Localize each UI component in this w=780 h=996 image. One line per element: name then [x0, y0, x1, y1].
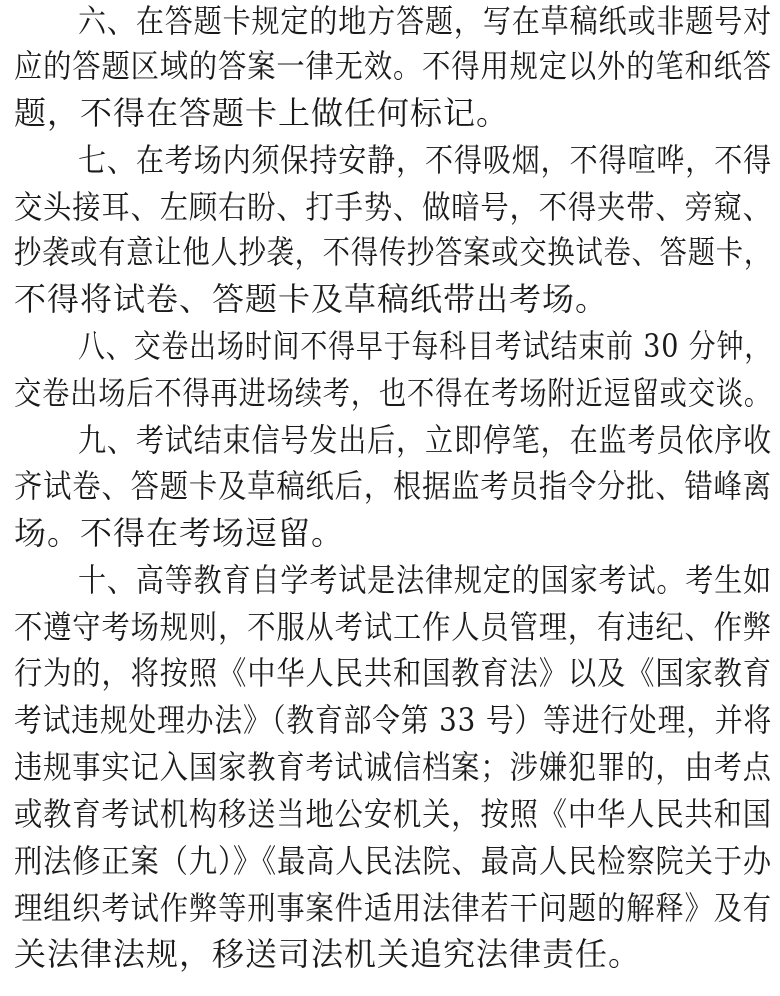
text-line: 理组织考试作弊等刑事案件适用法律若干问题的解释》及有 [14, 889, 772, 927]
text-line: 关法律法规，移送司法机关追究法律责任。 [14, 935, 642, 973]
text-line: 十、高等教育自学考试是法律规定的国家考试。考生如 [78, 561, 773, 599]
text-line: 齐试卷、答题卡及草稿纸后，根据监考员指令分批、错峰离 [14, 467, 772, 505]
text-line: 七、在考场内须保持安静，不得吸烟，不得喧哗，不得 [78, 141, 773, 179]
text-line: 题，不得在答题卡上做任何标记。 [14, 94, 510, 132]
text-line: 交头接耳、左顾右盼、打手势、做暗号，不得夹带、旁窥、 [14, 188, 772, 226]
text-line: 违规事实记入国家教育考试诚信档案；涉嫌犯罪的，由考点 [14, 748, 772, 786]
text-line: 或教育考试机构移送当地公安机关，按照《中华人民共和国 [14, 795, 772, 833]
text-line: 行为的，将按照《中华人民共和国教育法》以及《国家教育 [14, 654, 772, 692]
text-line: 不得将试卷、答题卡及草稿纸带出考场。 [14, 280, 609, 318]
text-line: 六、在答题卡规定的地方答题，写在草稿纸或非题号对 [78, 2, 773, 40]
text-line: 九、考试结束信号发出后，立即停笔，在监考员依序收 [78, 421, 773, 459]
text-line: 应的答题区域的答案一律无效。不得用规定以外的笔和纸答 [14, 47, 772, 85]
text-line: 抄袭或有意让他人抄袭，不得传抄答案或交换试卷、答题卡， [14, 233, 772, 271]
text-line: 刑法修正案（九）》《最高人民法院、最高人民检察院关于办 [14, 842, 772, 880]
text-line: 交卷出场后不得再进场续考，也不得在考场附近逗留或交谈。 [14, 374, 772, 412]
text-line: 八、交卷出场时间不得早于每科目考试结束前 30 分钟， [78, 327, 773, 365]
text-line: 场。不得在考场逗留。 [14, 514, 345, 552]
text-line: 不遵守考场规则，不服从考试工作人员管理，有违纪、作弊 [14, 608, 772, 646]
text-line: 考试违规处理办法》（教育部令第 33 号）等进行处理，并将 [14, 701, 773, 739]
